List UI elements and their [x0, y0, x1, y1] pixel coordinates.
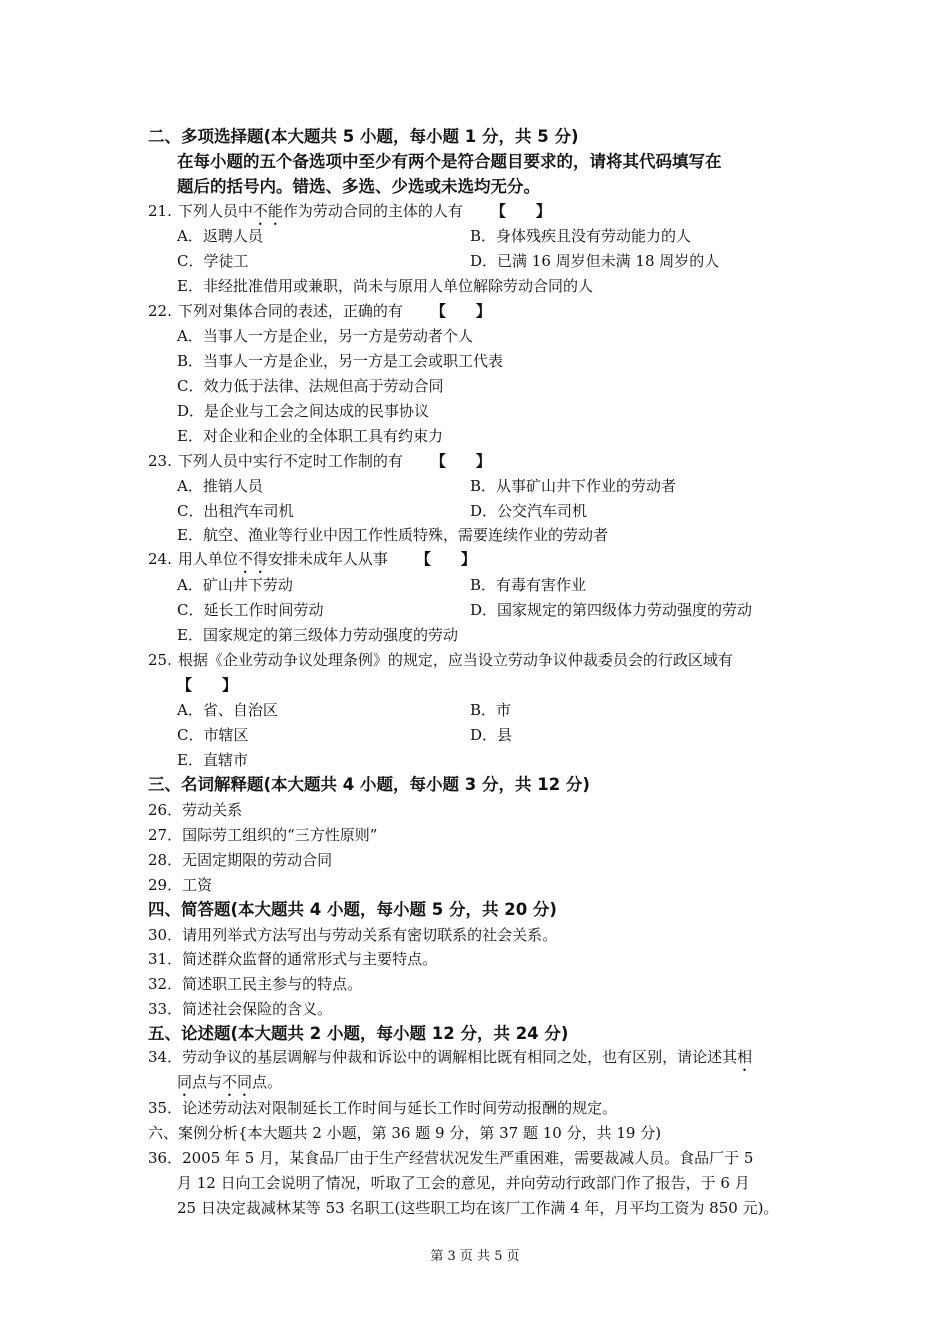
- question-35: 35．论述劳动法对限制延长工作时间与延长工作时间劳动报酬的规定。: [148, 1099, 618, 1117]
- section-title-term-explanation: 三、名词解释题(本大题共 4 小题，每小题 3 分，共 12 分): [148, 775, 590, 794]
- question-23-option-b: B．从事矿山井下作业的劳动者: [470, 477, 677, 495]
- question-32: 32．简述职工民主参与的特点。: [148, 975, 363, 993]
- question-22-option-a: A．当事人一方是企业，另一方是劳动者个人: [177, 327, 473, 345]
- section-title-case-analysis: 六、案例分析{本大题共 2 小题，第 36 题 9 分，第 37 题 10 分，共 19 分): [148, 1124, 662, 1142]
- question-text: 点与: [192, 1073, 223, 1091]
- question-23-stem: [148, 451, 491, 471]
- question-22-option-c: C．效力低于法律、法规但高于劳动合同: [177, 377, 444, 395]
- question-22-stem: [148, 301, 491, 321]
- answer-bracket: 【 】: [430, 452, 491, 470]
- question-34-line-2: [177, 1072, 282, 1100]
- question-21-option-c: C．学徒工: [177, 252, 249, 270]
- question-21-stem: [148, 201, 551, 229]
- question-21-option-a: A．返聘人员: [177, 227, 263, 245]
- stem-text-post: 安排未成年人从事: [267, 550, 388, 568]
- stem-text-post: 作为劳动合同的主体的人有: [282, 202, 463, 220]
- question-21-option-d: D．已满 16 周岁但未满 18 周岁的人: [470, 252, 720, 270]
- emphasized-text: 不得: [237, 550, 268, 568]
- question-36-line-2: 月 12 日向工会说明了情况，听取了工会的意见，并向劳动行政部门作了报告，于 6 月: [177, 1174, 750, 1192]
- stem-text: 下列对集体合同的表述，正确的有: [177, 302, 403, 320]
- question-30: 30．请用列举式方法写出与劳动关系有密切联系的社会关系。: [148, 926, 558, 944]
- question-36-line-3: 25 日决定裁减林某等 53 名职工(这些职工均在该厂工作满 4 年，月平均工资为 850 元)。: [177, 1199, 779, 1217]
- question-24-option-a: A．矿山井下劳动: [177, 576, 293, 594]
- question-23-option-e: E．航空、渔业等行业中因工作性质特殊，需要连续作业的劳动者: [177, 526, 608, 544]
- emphasized-text: 不能: [252, 202, 283, 220]
- question-24-stem: [148, 549, 476, 577]
- question-22-option-d: D．是企业与工会之间达成的民事协议: [177, 402, 430, 420]
- question-25-option-e: E．直辖市: [177, 751, 248, 769]
- question-27: 27．国际劳工组织的“三方性原则”: [148, 826, 378, 844]
- answer-bracket: 【 】: [430, 302, 491, 320]
- section-title-essay: 五、论述题(本大题共 2 小题，每小题 12 分，共 24 分): [148, 1024, 569, 1043]
- question-22-option-b: B．当事人一方是企业，另一方是工会或职工代表: [177, 352, 504, 370]
- question-33: 33．简述社会保险的含义。: [148, 1000, 333, 1018]
- emphasized-text: 不同: [222, 1073, 253, 1091]
- question-text: 点。: [252, 1073, 283, 1091]
- page-footer: 第 3 页 共 5 页: [430, 1249, 520, 1264]
- question-number: 25.: [148, 651, 172, 669]
- question-22-option-e: E．对企业和企业的全体职工具有约束力: [177, 427, 443, 445]
- question-number: 23.: [148, 452, 172, 470]
- question-25-option-d: D．县: [470, 726, 513, 744]
- emphasized-text: 同: [177, 1073, 193, 1091]
- question-24-option-b: B．有毒有害作业: [470, 576, 587, 594]
- section-title-short-answer: 四、简答题(本大题共 4 小题，每小题 5 分，共 20 分): [148, 900, 557, 919]
- question-text: 34．劳动争议的基层调解与仲裁和诉讼中的调解相比既有相同之处，也有区别，请论述其: [148, 1048, 738, 1066]
- question-number: 22.: [148, 302, 172, 320]
- answer-bracket: 【 】: [415, 550, 476, 568]
- stem-text: 下列人员中实行不定时工作制的有: [177, 452, 403, 470]
- question-25-option-b: B．市: [470, 701, 512, 719]
- section-instructions-line-2: 题后的括号内。错选、多选、少选或未选均无分。: [177, 177, 540, 196]
- question-24-option-c: C．延长工作时间劳动: [177, 601, 324, 619]
- stem-text-pre: 下列人员中: [177, 202, 253, 220]
- question-31: 31．简述群众监督的通常形式与主要特点。: [148, 950, 438, 968]
- stem-text: 根据《企业劳动争议处理条例》的规定，应当设立劳动争议仲裁委员会的行政区域有: [177, 651, 733, 669]
- question-number: 24.: [148, 550, 172, 568]
- question-24-option-d: D．国家规定的第四级体力劳动强度的劳动: [470, 601, 753, 619]
- question-25-option-a: A．省、自治区: [177, 701, 278, 719]
- answer-bracket: 【 】: [490, 202, 551, 220]
- question-26: 26．劳动关系: [148, 801, 243, 819]
- question-34-line-1: [148, 1047, 752, 1075]
- question-25-stem: [148, 650, 733, 670]
- emphasized-text: 相: [737, 1048, 753, 1066]
- question-25-option-c: C．市辖区: [177, 726, 249, 744]
- stem-text-pre: 用人单位: [177, 550, 238, 568]
- answer-bracket: 【 】: [177, 676, 238, 694]
- question-number: 21.: [148, 202, 172, 220]
- question-28: 28．无固定期限的劳动合同: [148, 851, 333, 869]
- question-23-option-d: D．公交汽车司机: [470, 502, 588, 520]
- question-24-option-e: E．国家规定的第三级体力劳动强度的劳动: [177, 626, 458, 644]
- section-instructions-line-1: 在每小题的五个备选项中至少有两个是符合题目要求的，请将其代码填写在: [177, 152, 722, 171]
- question-21-option-e: E．非经批准借用或兼职，尚未与原用人单位解除劳动合同的人: [177, 277, 593, 295]
- question-23-option-c: C．出租汽车司机: [177, 502, 294, 520]
- question-29: 29．工资: [148, 876, 213, 894]
- question-23-option-a: A．推销人员: [177, 477, 263, 495]
- question-36-line-1: 36．2005 年 5 月，某食品厂由于生产经营状况发生严重困难，需要裁减人员。食品厂于 5: [148, 1149, 754, 1167]
- question-21-option-b: B．身体残疾且没有劳动能力的人: [470, 227, 692, 245]
- section-title-multiple-choice: 二、多项选择题(本大题共 5 小题，每小题 1 分，共 5 分): [148, 127, 579, 146]
